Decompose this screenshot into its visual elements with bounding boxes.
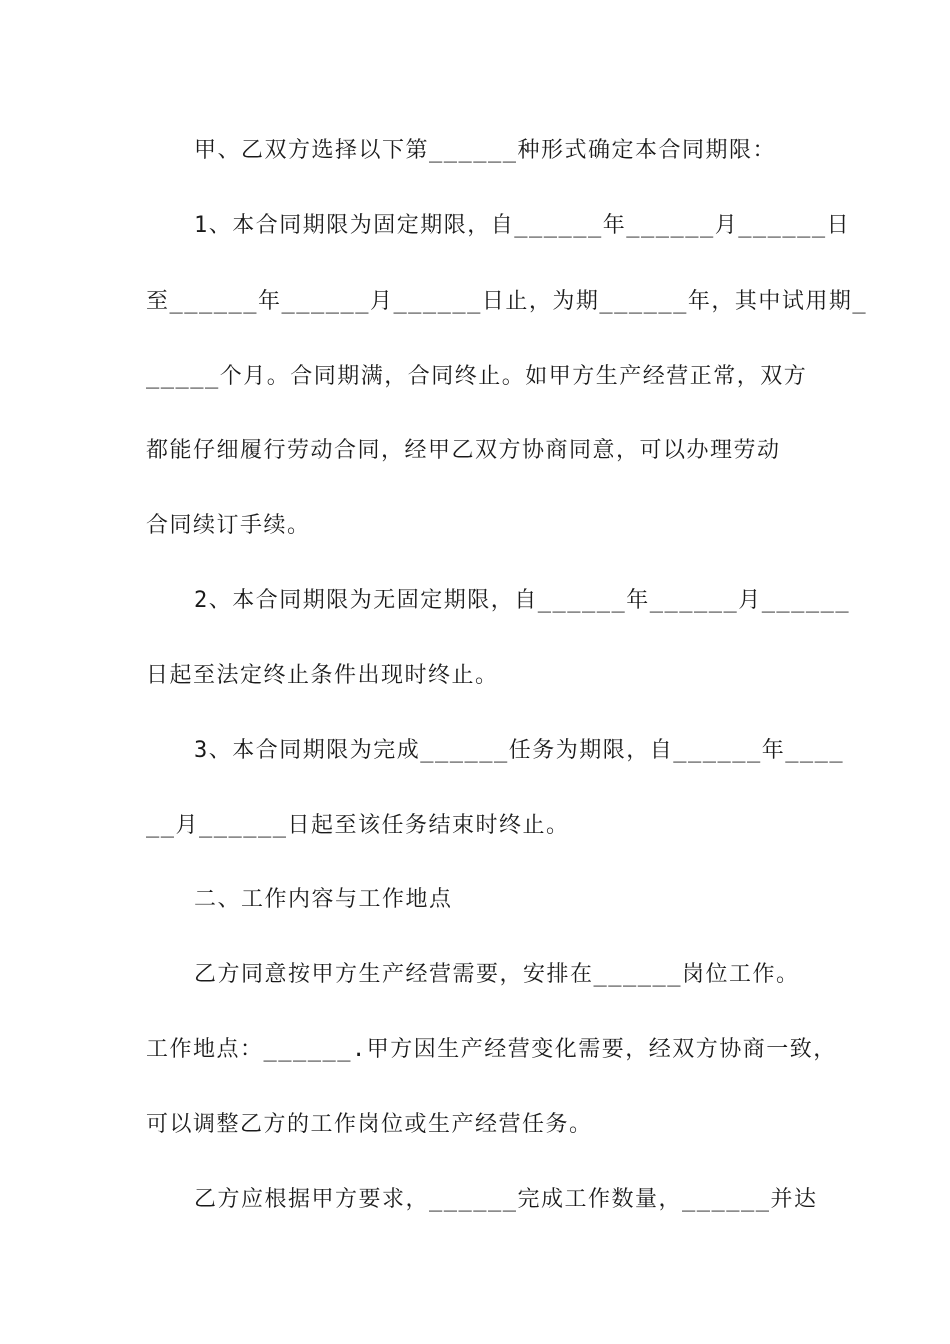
paragraph-fixed-term-line2: 至______年______月______日止，为期______年，其中试用期_ — [146, 289, 868, 314]
paragraph-task-term-line2: __月______日起至该任务结束时终止。 — [146, 813, 570, 838]
paragraph-work-quantity: 乙方应根据甲方要求，______完成工作数量，______并达 — [194, 1187, 818, 1212]
paragraph-open-term-line2: 日起至法定终止条件出现时终止。 — [146, 663, 499, 688]
paragraph-fixed-term-line5: 合同续订手续。 — [146, 513, 311, 538]
paragraph-fixed-term-line4: 都能仔细履行劳动合同，经甲乙双方协商同意，可以办理劳动 — [146, 438, 781, 463]
paragraph-work-location-line2: 可以调整乙方的工作岗位或生产经营任务。 — [146, 1112, 593, 1137]
section-heading-work: 二、工作内容与工作地点 — [194, 887, 453, 912]
paragraph-fixed-term: 1、本合同期限为固定期限，自______年______月______日 — [194, 213, 851, 238]
paragraph-task-term: 3、本合同期限为完成______任务为期限，自______年____ — [194, 738, 845, 763]
paragraph-open-term: 2、本合同期限为无固定期限，自______年______月______ — [194, 588, 851, 613]
paragraph-work-location: 工作地点：______.甲方因生产经营变化需要，经双方协商一致， — [146, 1037, 837, 1062]
paragraph-term-options: 甲、乙双方选择以下第______种形式确定本合同期限： — [194, 138, 776, 163]
paragraph-work-post: 乙方同意按甲方生产经营需要，安排在______岗位工作。 — [194, 962, 800, 987]
paragraph-fixed-term-line3: _____个月。合同期满，合同终止。如甲方生产经营正常，双方 — [146, 364, 808, 389]
